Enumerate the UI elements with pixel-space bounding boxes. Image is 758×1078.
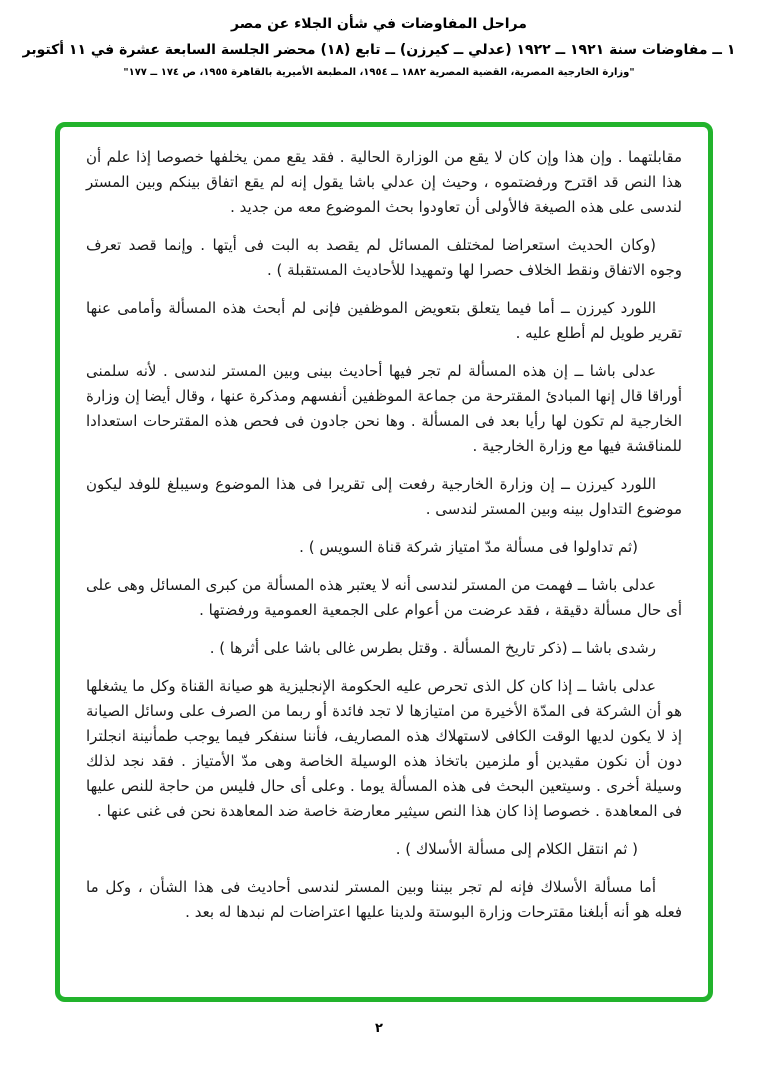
paragraph-wires-answer: أما مسألة الأسلاك فإنه لم تجر بيننا وبين المستر لندسى أحاديث فى هذا الشأن ، وكل ما فعله هو أنه أبلغنا مقترحات وزارة البوستة ولدينا عليها اعتراضات لم نبدها له بعد . (86, 878, 682, 921)
paragraph-adli-pasha: عدلى باشا ــ إذا كان كل الذى تحرص عليه الحكومة الإنجليزية هو صيانة القناة وكل ما يشغلها هو أن الشركة فى المدّة الأخيرة من امتيازها لا تجد فائدة أو ربما من الصرف على وسائل الصيانة إذ لا يكون لديها الوقت الكافى لاستهلاك هذه المصاريف، فأننا سنفكر فيما يوجب طمأنينة انجلترا دون أن نكون مقيدين أو ملزمين باتخاذ هذه الوسيلة الخاصة وهى مدّ الأمتياز . فقد نجد لذلك وسيلة أخرى . وسيتعين البحث فى هذه المسألة يوما . وعلى أى حال فليس من حاجة للنص عليها فى المعاهدة . خصوصا إذا كان هذا النص سيثير معارضة خاصة ضد المعاهدة نحن فى غنى عنها . (86, 677, 682, 820)
paragraph-editorial-note: (وكان الحديث استعراضا لمختلف المسائل لم يقصد به البت فى أيتها . وإنما قصد تعرف وجوه الاتفاق ونقط الخلاف حصرا لها وتمهيدا للأحاديث المستقبلة ) . (86, 236, 682, 279)
paragraph-adli-pasha: عدلى باشا ــ فهمت من المستر لندسى أنه لا يعتبر هذه المسألة من كبرى المسائل وهى على أى حال مسألة دقيقة ، فقد عرضت من أعوام على الجمعية العمومية ورفضتها . (86, 576, 682, 619)
document-body (86, 145, 682, 925)
source-citation: "وزارة الخارجية المصرية، القضية المصرية ١٨٨٢ ــ ١٩٥٤، المطبعة الأميرية بالقاهرة ١٩٥٥، ص ١٧٤ ــ ١٧٧" (123, 67, 635, 78)
paragraph-lord-curzon: اللورد كيرزن ــ أما فيما يتعلق بتعويض الموظفين فإنى لم أبحث هذه المسألة وأمامى عنها تقرير طويل لم أطلع عليه . (86, 299, 682, 342)
paragraph-adli-pasha: عدلى باشا ــ إن هذه المسألة لم تجر فيها أحاديث بينى وبين المستر لندسى . لأنه سلمنى أوراقا قال إنها المبادئ المقترحة من جماعة الموظفين أنفسهم ومذكرة عنها ، وقال أيضا إن وزارة الخارجية لم تكون لها رأيا بعد فى المسألة . وها نحن جادون فى فحص هذه المقترحات استعدادا للمناقشة فيها مع وزارة الخارجية . (86, 362, 682, 455)
page-number: ٢ (375, 1021, 383, 1036)
highlighted-text-box (55, 122, 713, 1002)
paragraph-wires-note: ( ثم انتقل الكلام إلى مسألة الأسلاك ) . (395, 840, 638, 858)
paragraph-continuation: مقابلتهما . وإن هذا وإن كان لا يقع من الوزارة الحالية . فقد يقع ممن يخلفها خصوصا إذا علم أن هذا النص قد اقترح ورفضتموه ، وحيث إن عدلي باشا يقول إنه لم يقع اتفاق بينكم وبين المستر لندسى على هذه الصيغة فالأولى أن تعاودوا بحث الموضوع معه من جديد . (86, 148, 682, 216)
page-subtitle: ١ ــ مفاوضات سنة ١٩٢١ ــ ١٩٢٢ (عدلي ــ كيرزن) ــ تابع (١٨) محضر الجلسة السابعة عشرة في ١١ أكتوبر (22, 42, 736, 58)
paragraph-lord-curzon: اللورد كيرزن ــ إن وزارة الخارجية رفعت إلى تقريرا فى هذا الموضوع وسيبلغ للوفد ليكون موضوع التداول بينه وبين المستر لندسى . (86, 475, 682, 518)
paragraph-suez-note: (ثم تداولوا فى مسألة مدّ امتياز شركة قناة السويس ) . (299, 538, 638, 556)
paragraph-rushdi-pasha: رشدى باشا ــ (ذكر تاريخ المسألة . وقتل بطرس غالى باشا على أثرها ) . (209, 639, 656, 657)
document-header (0, 16, 758, 78)
page-title: مراحل المفاوضات في شأن الجلاء عن مصر (231, 16, 527, 32)
